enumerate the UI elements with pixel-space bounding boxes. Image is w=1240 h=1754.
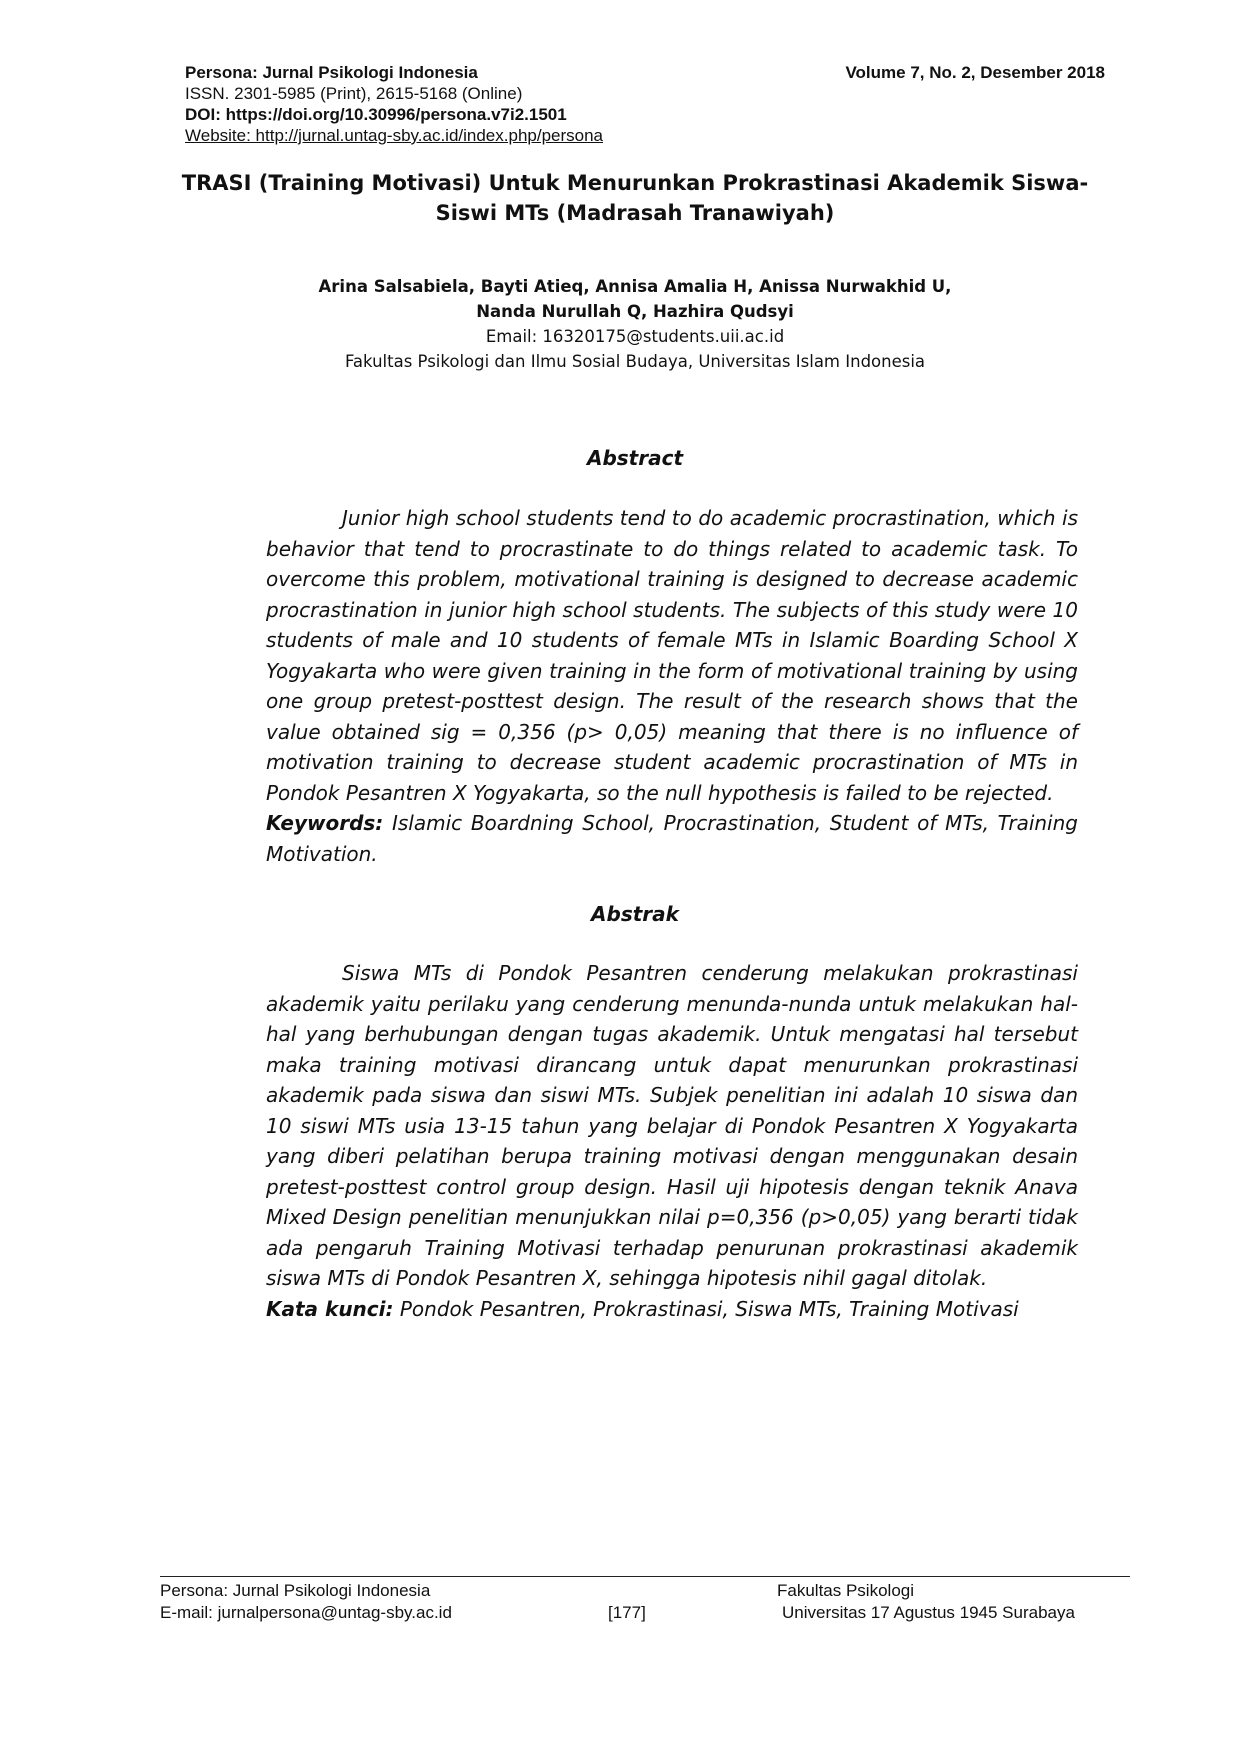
journal-header: [185, 62, 1105, 146]
title-line-1: TRASI (Training Motivasi) Untuk Menurunkan Prokrastinasi Akademik Siswa-: [181, 171, 1089, 195]
author-list-2: Nanda Nurullah Q, Hazhira Qudsyi: [476, 302, 794, 321]
author-list-1: Arina Salsabiela, Bayti Atieq, Annisa Amalia H, Anissa Nurwakhid U,: [318, 277, 952, 296]
abstrak-text: Siswa MTs di Pondok Pesantren cenderung melakukan prokrastinasi akademik yaitu perilaku yang cenderung menunda-nunda untuk melakukan hal-hal yang berhubungan dengan tugas akademik. Untuk mengatasi hal tersebut maka training motivasi dirancang untuk dapat menurunkan prokrastinasi akademik pada siswa dan siswi MTs. Subjek penelitian ini adalah 10 siswa dan 10 siswi MTs usia 13-15 tahun yang belajar di Pondok Pesantren X Yogyakarta yang diberi pelatihan berupa training motivasi dengan menggunakan desain pretest-posttest control group design. Hasil uji hipotesis dengan teknik Anava Mixed Design penelitian menunjukkan nilai p=0,356 (p>0,05) yang berarti tidak ada pengaruh Training Motivasi terhadap penurunan prokrastinasi akademik siswa MTs di Pondok Pesantren X, sehingga hipotesis nihil gagal ditolak.: [266, 961, 1078, 1290]
footer-journal: Persona: Jurnal Psikologi Indonesia: [160, 1581, 431, 1600]
kata-kunci-label: Kata kunci:: [266, 1296, 394, 1321]
footer-email: E-mail: jurnalpersona@untag-sby.ac.id: [160, 1603, 452, 1622]
keywords-text: Islamic Boardning School, Procrastination, Student of MTs, Training Motivation.: [266, 811, 1078, 866]
issn: ISSN. 2301-5985 (Print), 2615-5168 (Online): [185, 84, 523, 103]
abstrak-body: [266, 958, 1078, 1324]
doi: DOI: https://doi.org/10.30996/persona.v7i2.1501: [185, 105, 567, 124]
paper-title: [180, 168, 1090, 228]
author-block: [180, 274, 1090, 374]
website-link[interactable]: Website: http://jurnal.untag-sby.ac.id/index.php/persona: [185, 126, 604, 145]
author-email: Email: 16320175@students.uii.ac.id: [485, 327, 785, 346]
keywords-label: Keywords:: [266, 811, 384, 835]
abstract-text: Junior high school students tend to do academic procrastination, which is behavior that tend to procrastinate to do things related to academic task. To overcome this problem, motivational training is designed to decrease academic procrastination in junior high school students. The subjects of this study were 10 students of male and 10 students of female MTs in Islamic Boarding School X Yogyakarta who were given training in the form of motivational training by using one group pretest-posttest design. The result of the research shows that the value obtained sig = 0,356 (p> 0,05) meaning that there is no influence of motivation training to decrease student academic procrastination of MTs in Pondok Pesantren X Yogyakarta, so the null hypothesis is failed to be rejected.: [266, 506, 1078, 805]
title-line-2: Siswi MTs (Madrasah Tranawiyah): [435, 201, 835, 225]
volume-info: Volume 7, No. 2, Desember 2018: [845, 63, 1105, 82]
journal-name: Persona: Jurnal Psikologi Indonesia: [185, 63, 478, 82]
footer-faculty: Fakultas Psikologi: [777, 1581, 915, 1600]
kata-kunci-text: Pondok Pesantren, Prokrastinasi, Siswa MTs, Training Motivasi: [393, 1296, 1019, 1321]
author-affiliation: Fakultas Psikologi dan Ilmu Sosial Budaya, Universitas Islam Indonesia: [344, 352, 926, 371]
page-number: [177]: [608, 1603, 646, 1622]
footer-university: Universitas 17 Agustus 1945 Surabaya: [782, 1603, 1075, 1622]
abstract-heading: Abstract: [586, 446, 684, 470]
abstrak-heading: Abstrak: [591, 902, 679, 926]
abstract-body: [266, 503, 1078, 869]
page-footer: [160, 1576, 1130, 1622]
